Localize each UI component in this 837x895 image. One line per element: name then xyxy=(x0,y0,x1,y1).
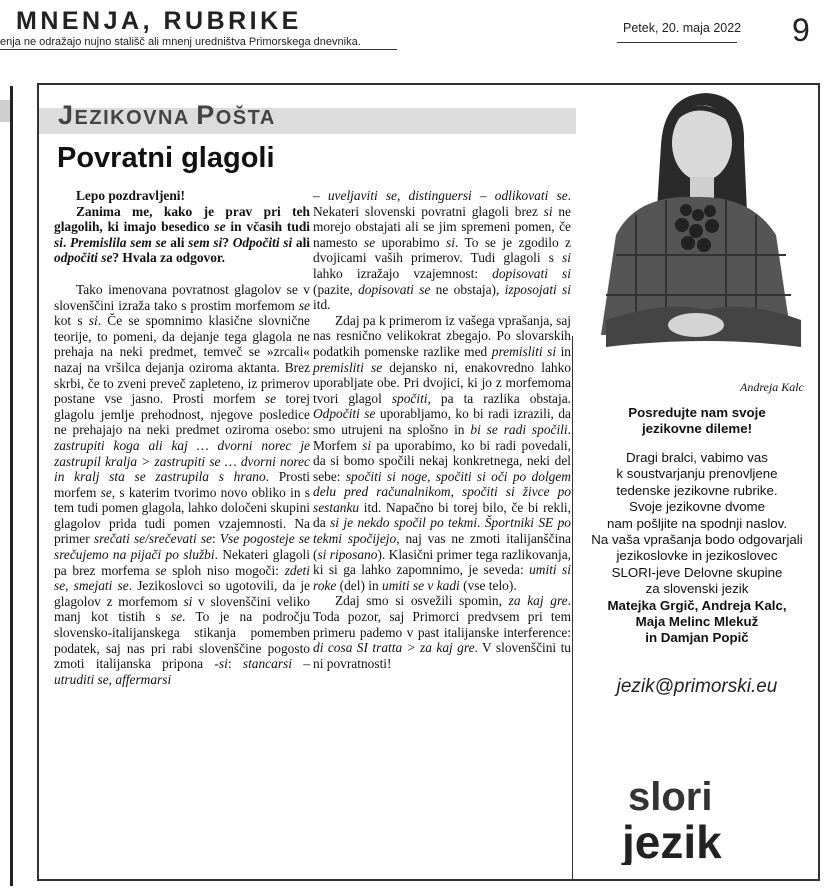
slori-jezik-logo xyxy=(620,770,750,870)
answer-paragraph: Zdaj smo si osvežili spomin, za kaj gre. Toda pozor, saj Primorci predvsem pri tem primeru pademo v past italijanske interference: di cosa SI tratta > za kaj gre. V slovenščini tu ni povratnosti! xyxy=(313,593,571,671)
headline: Povratni glagoli xyxy=(57,142,275,174)
photo-caption: Andreja Kalc xyxy=(740,380,804,394)
svg-text:jezik: jezik xyxy=(622,816,722,865)
rubric-title: JEZIKOVNA POŠTA xyxy=(58,100,276,130)
invite-body: Dragi bralci, vabimo vas k soustvarjanju prenovljene tedenske jezikovne rubrike. Svoje jezikovne dvome nam pošljite na spodnji naslov. Na vaša vprašanja bodo odgovarjali jezikoslovke in jezikoslovec SLORI-jeve Delovne skupine za slovenski jezik Matejka Grgič, Andreja Kalc, Maja Melinc Mlekuž in Damjan Popič xyxy=(576,450,818,647)
answer-paragraph: Zdaj pa k primerom iz vašega vprašanja, saj nas resnično velikokrat zbegajo. Po slovarskih podatkih pomenske razlike med premisliti si in premisliti se dejansko ni, enakovredno lahko uporabljate obe. Pri dvojici, ki jo z morfemoma tvori glagol spočiti, pa ta razlika obstaja. Odpočiti se uporabljamo, ko bi radi izrazili, da smo utrujeni na splošno in bi se radi spočili. Morfem si pa uporabimo, ko bi radi povedali, da si bomo spočili nekaj konkretnega, neki del sebe: spočiti si noge, spočiti si oči po dolgem delu pred računalnikom, spočiti si živce po sestanku itd. Napačno bi torej bilo, če bi rekli, da si je nekdo spočil po tekmi. Športniki SE po tekmi spočijejo, naj vas ne zmoti italijanščina (si riposano). Klasični primer tega razlikovanja, ki si ga lahko zapomnimo, je seveda: umiti si roke (del) in umiti se v kadi (vse telo). xyxy=(313,312,572,593)
article-column-1 xyxy=(54,188,310,687)
disclaimer: enja ne odražajo nujno stališč ali mnenj uredništva Primorskega dnevnika. xyxy=(0,36,361,48)
section-title: MNENJA, RUBRIKE xyxy=(16,7,302,35)
author-photo xyxy=(576,85,818,381)
invite-title: Posredujte nam svoje jezikovne dileme! xyxy=(628,405,766,436)
contributor-names: Matejka Grgič, Andreja Kalc, xyxy=(607,597,787,613)
left-column-rule xyxy=(10,86,13,886)
article-column-2 xyxy=(313,188,571,671)
contact-email[interactable]: jezik@primorski.eu xyxy=(616,676,778,697)
reader-question xyxy=(54,188,310,266)
svg-text:slori: slori xyxy=(628,775,713,819)
answer-paragraph: – uveljaviti se, distinguersi – odlikovati se. Nekateri slovenski povratni glagoli brez si ne morejo obstajati ali se jim spremeni pomen, če namesto se uporabimo si. To se je zgodilo z dvojicami vaših primerov. Tudi glagoli s si lahko izražajo vzajemnost: dopisovati si (pazite, dopisovati se ne obstaja), izposojati si itd. xyxy=(313,188,571,313)
header-rule xyxy=(0,49,397,50)
question-greeting: Lepo pozdravljeni! xyxy=(76,188,185,203)
answer-paragraph: Tako imenovana povratnost glagolov se v slovenščini izraža tako s prostim morfemom se kot s si. Če se spomnimo klasične slovnične teorije, to pomeni, da dejanje tega glagola ne prehaja na neki predmet, temveč se »zrcali« nazaj na vršilca dejanja oziroma aktanta. Brez skrbi, če to zveni preveč zapleteno, iz primerov postane vse jasno. Prosti morfem se torej glagolu jemlje prehodnost, njegove posledice ne prehajajo na neki predmet oziroma osebo: zastrupiti koga ali kaj … dvorni norec je zastrupil kralja > zastrupiti se … dvorni norec in kralj sta se zastrupila s hrano. Prosti morfem se, s katerim tvorimo novo obliko in s tem tudi pomen glagola, lahko določeni skupini glagolov prida tudi pomen vzajemnosti. Na primer srečati se/srečevati se: Vse pogosteje se srečujemo na pijači po službi. Nekateri glagoli pa brez morfema se sploh niso mogoči: zdeti se, smejati se. Jezikoslovci so ugotovili, da je glagolov z morfemom si v slovenščini veliko manj kot tistih s se. To je na področju slovensko-italijanskega stikanja pomemben podatek, saj nas pri rabi slovenščine pogosto zmoti italijanska pripona -si: stancarsi – utruditi se, affermarsi xyxy=(54,281,310,687)
sidebar-rule xyxy=(572,336,573,881)
date-rule xyxy=(617,42,737,43)
page-number: 9 xyxy=(792,12,810,48)
issue-date: Petek, 20. maja 2022 xyxy=(623,21,742,35)
question-line: Zanima me, kako je prav pri teh glagolih, ki imajo besedico se in včasih tudi si. Premislila sem se ali sem si? Odpočiti si ali odpočiti se? Hvala za odgovor. xyxy=(54,203,311,266)
